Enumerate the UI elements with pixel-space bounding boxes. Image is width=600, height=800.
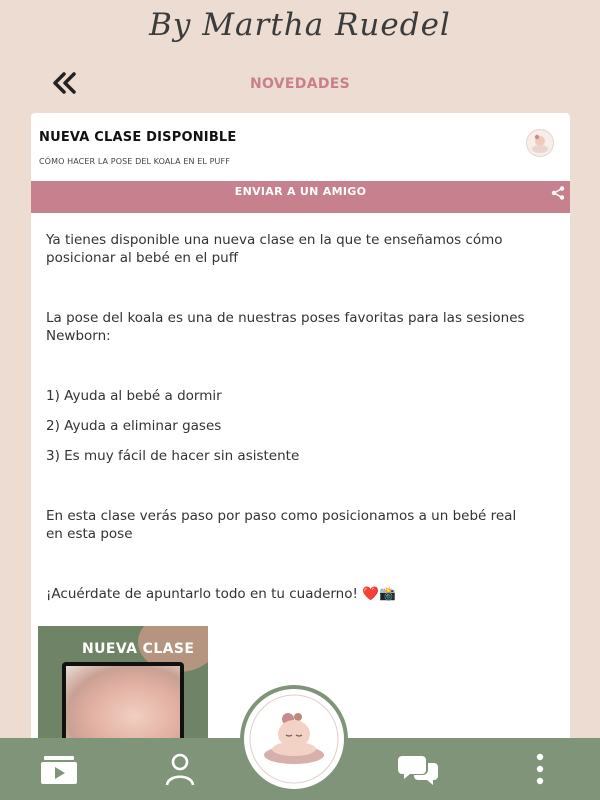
nav-chat[interactable] bbox=[398, 752, 438, 786]
card-subtitle: CÓMO HACER LA POSE DEL KOALA EN EL PUFF bbox=[39, 157, 230, 166]
share-icon[interactable] bbox=[550, 185, 566, 201]
nav-profile[interactable] bbox=[162, 752, 202, 786]
avatar-illustration bbox=[527, 130, 553, 156]
nav-more[interactable] bbox=[525, 752, 555, 786]
paragraph: ¡Acuérdate de apuntarlo todo en tu cuaderno! ❤️📸 bbox=[46, 586, 396, 602]
promo-title: NUEVA CLASE bbox=[82, 641, 195, 657]
logo-badge-icon bbox=[244, 689, 344, 789]
news-card bbox=[31, 113, 570, 753]
brand-logo: By Martha Ruedel bbox=[149, 7, 451, 43]
nav-videos[interactable] bbox=[40, 752, 80, 786]
paragraph: Ya tienes disponible una nueva clase en la que te enseñamos cómo posicionar al bebé en el puff bbox=[46, 232, 503, 266]
send-to-friend-button[interactable] bbox=[31, 181, 570, 213]
list-item: 3) Es muy fácil de hacer sin asistente bbox=[46, 448, 300, 464]
class-preview-image[interactable] bbox=[38, 626, 208, 753]
page-title: NOVEDADES bbox=[249, 76, 351, 92]
avatar bbox=[526, 129, 554, 157]
user-icon bbox=[162, 752, 198, 786]
paragraph: En esta clase verás paso por paso como posicionamos a un bebé real en esta pose bbox=[46, 508, 517, 542]
video-library-icon bbox=[40, 752, 80, 786]
list-item: 2) Ayuda a eliminar gases bbox=[46, 418, 222, 434]
chat-bubbles-icon bbox=[398, 752, 440, 788]
more-vertical-icon bbox=[525, 752, 555, 788]
send-to-friend-label: ENVIAR A UN AMIGO bbox=[234, 185, 367, 198]
card-title: NUEVA CLASE DISPONIBLE bbox=[39, 130, 237, 145]
list-item: 1) Ayuda al bebé a dormir bbox=[46, 388, 222, 404]
card-body bbox=[46, 231, 536, 603]
home-logo-button[interactable] bbox=[240, 685, 348, 793]
paragraph: La pose del koala es una de nuestras poses favoritas para las sesiones Newborn: bbox=[46, 310, 525, 344]
